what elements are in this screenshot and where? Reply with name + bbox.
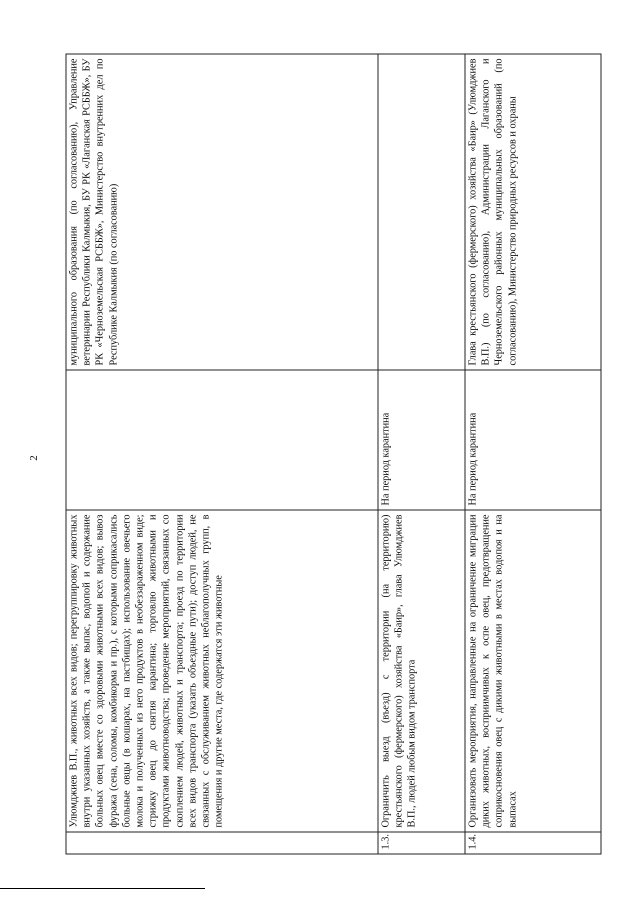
responsible-text: муниципального образования (по согласованию), Управление ветеринарии Республики Калмыкия, БУ РК «Лаганская РСББЖ», БУ РК «Черноземельская РСББЖ», Министерство внутренних дел по Республике Калмыкия (по согласованию) [66,54,378,370]
table-row [465,54,601,854]
measure-text: Улюмджиев В.П., животных всех видов; перегруппировку животных внутри указанных хозяйств, а также выпас, водопой и содержание больных овец вместе со здоровыми животными всех видов; вывоз фуража (сена, соломы, комбикорма и пр.), с которыми соприкасались больные овцы (в кошарах, на пастбищах); использование овечьего молока и полученных из него продуктов в необеззараженном виде; стрижку овец до снятия карантина; торговлю животными и продуктами животноводства; проведение мероприятий, связанных со скоплением людей, животных и транспорта; проезд по территории всех видов транспорта (указать объездные пути); доступ людей, не связанных с обслуживанием животных неблагополучных групп, в помещения и другие места, где содержатся эти животные [66,510,378,832]
row-number: 1.4. [465,832,601,854]
measures-table [66,54,602,855]
term-text [66,370,378,510]
responsible-text [378,54,465,370]
term-text: На период карантина [378,370,465,510]
rotated-table-container [66,55,601,855]
page-number: 2 [27,455,40,461]
bottom-rule [0,888,205,889]
row-number [66,832,378,854]
table-row [378,54,465,854]
table-row [66,54,378,854]
measure-text: Организовать мероприятия, направленные на ограничение миграции диких животных, восприимчивых к оспе овец, предотвращение соприкосновения овец с дикими животными в местах водопоя и на выпасах [465,510,601,832]
row-number: 1.3. [378,832,465,854]
term-text: На период карантина [465,370,601,510]
measure-text: Ограничить выезд (въезд) с территории (на территорию) крестьянского (фермерского) хозяйства «Баир», глава Улюмджиев В.П., людей любым видом транспорта [378,510,465,832]
responsible-text: Глава крестьянского (фермерского) хозяйства «Баир» (Улюмджиев В.П.) (по согласованию), Администрации Лаганского и Черноземельского районных муниципальных образований (по согласованию), Министерство природных ресурсов и охраны [465,54,601,370]
